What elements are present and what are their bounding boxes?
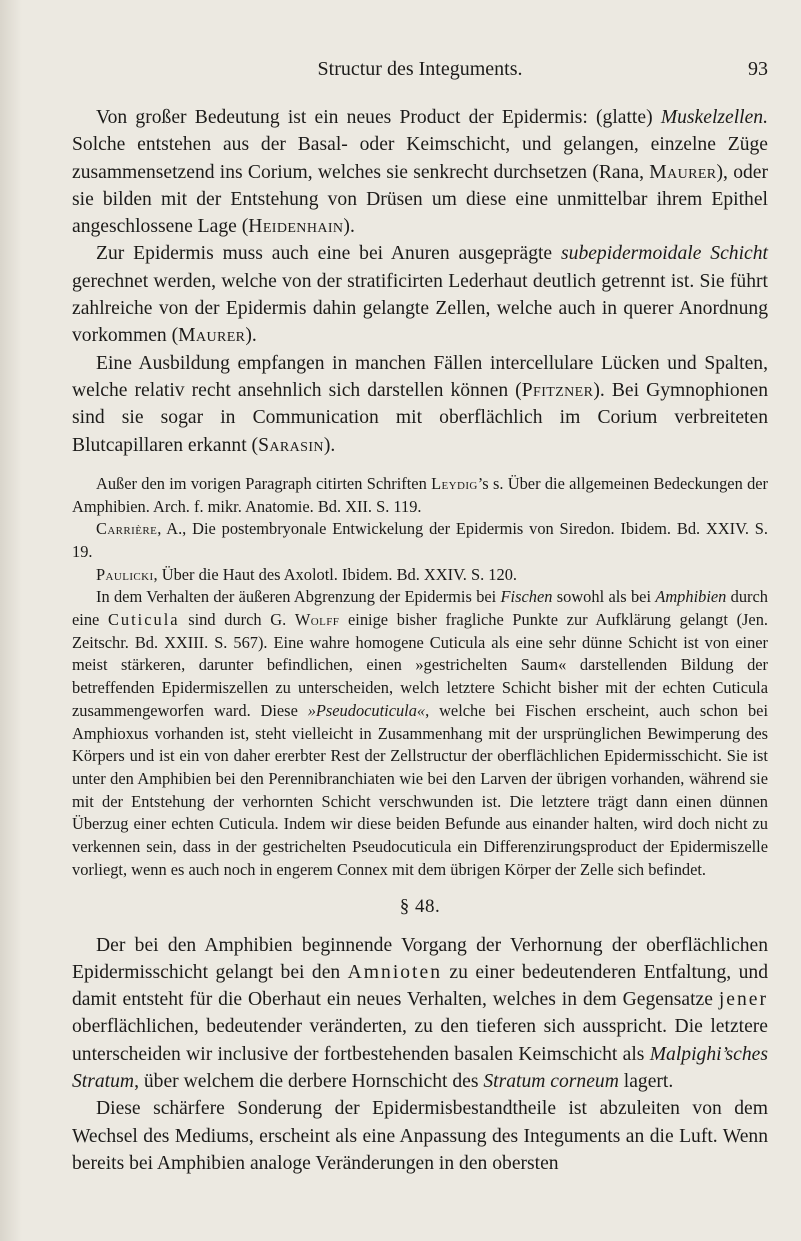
footnote-literature-block bbox=[72, 473, 768, 882]
italic-term: Malpighi’sches Stratum bbox=[72, 1043, 768, 1092]
spaced-term: Amnioten bbox=[347, 961, 442, 983]
paragraph: Der bei den Amphibien beginnende Vorgang der Verhornung der oberflächlichen Epidermisschicht gelangt bei den Amnioten zu einer bedeutenderen Entfaltung, und damit entsteht für die Oberhaut ein neues Verhalten, welches in dem Gegensatze jener oberflächlichen, bedeutender veränderten, zu den tieferen sich ausspricht. Die letztere unterscheiden wir inclusive der fortbestehenden basalen Keimschicht als Malpighi’sches Stratum, über welchem die derbere Hornschicht des Stratum corneum lagert. bbox=[72, 934, 768, 1092]
paragraph: Carrière, A., Die postembryonale Entwickelung der Epidermis von Siredon. Ibidem. Bd. XXIV. S. 19. bbox=[72, 519, 768, 561]
paragraph: Eine Ausbildung empfangen in manchen Fällen intercellulare Lücken und Spalten, welche relativ recht ansehnlich sich darstellen können (Pfitzner). Bei Gymnophionen sind sie sogar in Communication mit oberflächlich im Corium verbreiteten Blutcapillaren erkannt (Sarasin). bbox=[72, 352, 768, 456]
spaced-term: Cuticula bbox=[108, 610, 180, 630]
author-name: Carrière bbox=[96, 519, 158, 539]
paragraph: Von großer Bedeutung ist ein neues Product der Epidermis: (glatte) Muskelzellen. Solche entstehen aus der Basal- oder Keimschicht, und gelangen, einzelne Züge zusammensetzend ins Corium, welches sie senkrecht durchsetzen (Rana, Maurer), oder sie bilden mit der Entstehung von Drüsen um diese eine unmittelbar ihrem Epithel angeschlossene Lage (Heidenhain). bbox=[72, 107, 769, 238]
italic-term: Amphibien bbox=[655, 587, 727, 607]
author-name: Wolff bbox=[294, 610, 340, 630]
paragraph: Diese schärfere Sonderung der Epidermisbestandtheile ist abzuleiten von dem Wechsel des Mediums, erscheint als eine Anpassung des Integuments an die Luft. Wenn bereits bei Amphibien analoge Veränderungen in den obersten bbox=[72, 1098, 768, 1174]
page-gutter-shadow bbox=[0, 0, 22, 1241]
author-name: Maurer bbox=[178, 325, 246, 347]
author-name: Paulicki bbox=[96, 564, 154, 584]
author-name: Heidenhain bbox=[248, 216, 344, 238]
spaced-term: jener bbox=[718, 989, 768, 1011]
section-heading: § 48. bbox=[399, 895, 441, 917]
main-text-block-1 bbox=[72, 104, 768, 459]
running-title: Structur des Integuments. bbox=[317, 58, 523, 80]
paragraph: Paulicki, Über die Haut des Axolotl. Ibidem. Bd. XXIV. S. 120. bbox=[96, 564, 517, 584]
italic-term: »Pseudocuticula« bbox=[307, 700, 426, 720]
italic-term: Stratum corneum bbox=[483, 1071, 619, 1092]
italic-term: Muskelzellen. bbox=[660, 107, 768, 128]
author-name: Maurer bbox=[649, 161, 717, 183]
page-number: 93 bbox=[748, 58, 768, 80]
italic-term: Fischen bbox=[500, 587, 553, 607]
paragraph: Außer den im vorigen Paragraph citirten Schriften Leydig’s s. Über die allgemeinen Bedeckungen der Amphibien. Arch. f. mikr. Anatomie. Bd. XII. S. 119. bbox=[72, 473, 769, 516]
author-name: Pfitzner bbox=[521, 379, 594, 401]
paragraph: Zur Epidermis muss auch eine bei Anuren ausgeprägte subepidermoidale Schicht gerechnet werden, welche von der stratificirten Lederhaut deutlich getrennt ist. Sie führt zahlreiche von der Epidermis dahin gelangte Zellen, welche auch in querer Anordnung vorkommen (Maurer). bbox=[72, 243, 768, 347]
author-name: Sarasin bbox=[258, 434, 324, 456]
italic-term: subepidermoidale Schicht bbox=[561, 243, 768, 265]
main-text-block-2 bbox=[72, 932, 768, 1178]
page-header bbox=[72, 58, 768, 86]
body-text bbox=[72, 104, 768, 1177]
paragraph: In dem Verhalten der äußeren Abgrenzung der Epidermis bei Fischen sowohl als bei Amphibien durch eine Cuticula sind durch G. Wolff einige bisher fragliche Punkte zur Aufklärung gelangt (Jen. Zeitschr. Bd. XXIII. S. 567). Eine wahre homogene Cuticula als eine sehr dünne Schicht ist von einer meist stärkeren, darunter befindlichen, einen »gestrichelten Saum« darstellenden Bildung der betreffenden Epidermiszellen zu unterscheiden, welch letztere Schicht bisher mit der echten Cuticula zusammengeworfen ward. Diese »Pseudocuticula«, welche bei Fischen erscheint, auch schon bei Amphioxus vorhanden ist, steht vielleicht in Zusammenhang mit der ursprünglichen Bewimperung des Körpers und ist ein von daher ererbter Rest der Zellstructur der oberflächlichen Epidermisschicht. Sie ist unter den Amphibien bei den Perennibranchiaten wie bei den Larven der übrigen vorhanden, während sie mit der Entstehung der verhornten Schicht verschwunden ist. Die letztere trägt dann einen dünnen Überzug einer echten Cuticula. Indem wir diese beiden Befunde aus einander halten, wird doch nicht zu verkennen sein, dass in der gestrichelten Pseudocuticula ein Differenzirungsproduct der Epidermiszelle vorliegt, wenn es auch noch in engerem Connex mit dem übrigen Körper der Zelle sich befindet. bbox=[72, 587, 768, 879]
author-name: Leydig bbox=[431, 473, 478, 493]
